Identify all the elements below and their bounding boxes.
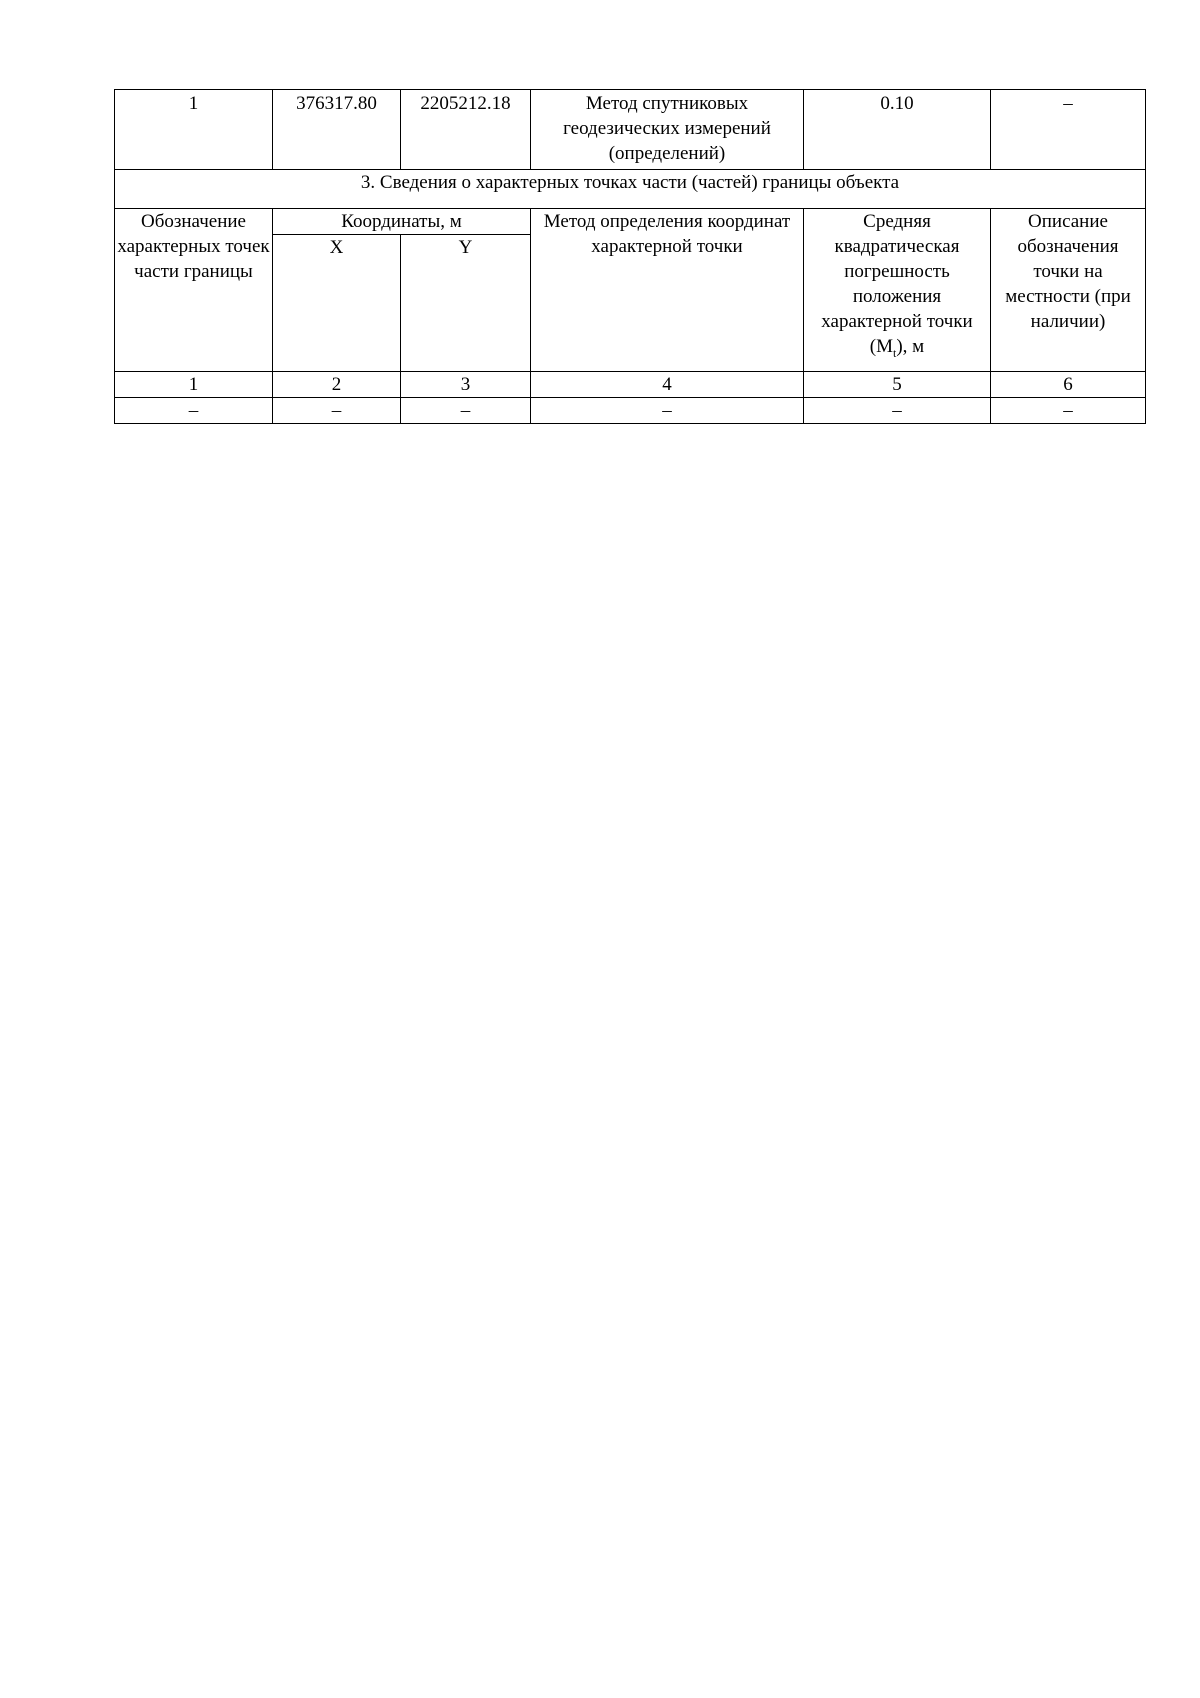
header-description: Описание обозначения точки на местности (при наличии) bbox=[991, 209, 1146, 372]
method-cell: Метод спутниковых геодезических измерений (определений) bbox=[531, 90, 804, 170]
column-number: 5 bbox=[804, 372, 991, 398]
header-accuracy-unit: ), м bbox=[896, 336, 925, 357]
header-accuracy bbox=[804, 209, 991, 372]
table-cell: – bbox=[115, 398, 273, 424]
column-number: 2 bbox=[273, 372, 401, 398]
table-cell: – bbox=[991, 398, 1146, 424]
accuracy-cell: 0.10 bbox=[804, 90, 991, 170]
section-title: 3. Сведения о характерных точках части (частей) границы объекта bbox=[115, 170, 1146, 209]
x-coordinate-cell: 376317.80 bbox=[273, 90, 401, 170]
column-number: 6 bbox=[991, 372, 1146, 398]
table-cell: – bbox=[531, 398, 804, 424]
description-cell: – bbox=[991, 90, 1146, 170]
header-method: Метод определения координат характерной точки bbox=[531, 209, 804, 372]
boundary-points-table bbox=[114, 89, 1146, 424]
column-number: 1 bbox=[115, 372, 273, 398]
header-point-designation: Обозначение характерных точек части границы bbox=[115, 209, 273, 372]
header-accuracy-subscript: t bbox=[893, 345, 897, 360]
table-cell: – bbox=[273, 398, 401, 424]
table-row bbox=[115, 90, 1146, 170]
section-title-row bbox=[115, 170, 1146, 209]
table-cell: – bbox=[401, 398, 531, 424]
y-coordinate-cell: 2205212.18 bbox=[401, 90, 531, 170]
header-coordinates: Координаты, м bbox=[273, 209, 531, 235]
point-number-cell: 1 bbox=[115, 90, 273, 170]
table-cell: – bbox=[804, 398, 991, 424]
header-row bbox=[115, 209, 1146, 235]
header-x: X bbox=[273, 235, 401, 372]
header-y: Y bbox=[401, 235, 531, 372]
column-number: 3 bbox=[401, 372, 531, 398]
header-accuracy-text: Средняя квадратическая погрешность положения характерной точки (M bbox=[821, 211, 973, 357]
column-number: 4 bbox=[531, 372, 804, 398]
column-numbers-row bbox=[115, 372, 1146, 398]
table-row bbox=[115, 398, 1146, 424]
